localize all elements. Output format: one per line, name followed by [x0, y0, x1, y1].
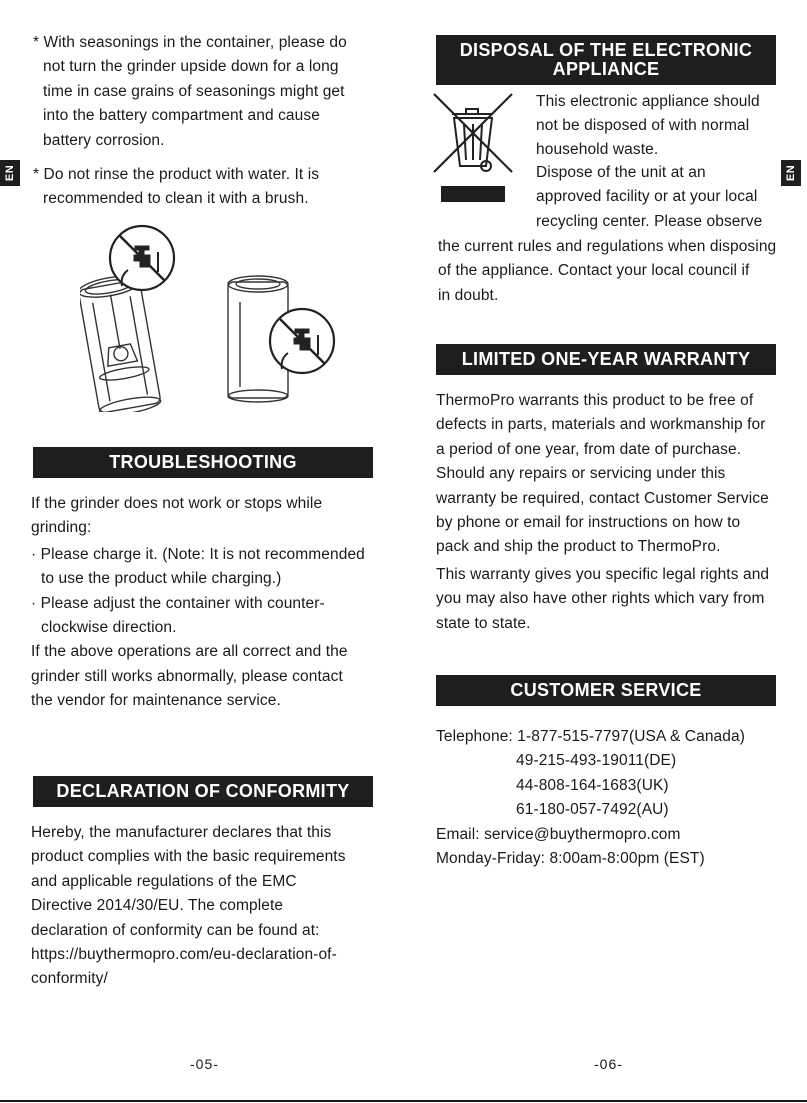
declaration-body [31, 821, 381, 992]
declaration-link[interactable]: https://buythermopro.com/eu-declaration-of- [31, 946, 337, 964]
warranty-header: LIMITED ONE-YEAR WARRANTY [436, 344, 776, 375]
text-line: warranty be required, contact Customer Service [436, 489, 769, 507]
page-number-left: -05- [190, 1056, 219, 1072]
phone-number[interactable]: 44-808-164-1683(UK) [516, 776, 669, 794]
text-line: If the above operations are all correct and the [31, 643, 348, 661]
disposal-text-right [536, 90, 776, 234]
phone-line [436, 725, 786, 749]
text-line: of the appliance. Contact your local council if [438, 262, 750, 280]
text-line: grinder still works abnormally, please contact [31, 667, 343, 685]
warning-seasonings [33, 31, 383, 153]
warning-line: into the battery compartment and cause [43, 107, 320, 125]
text-line: Directive 2014/30/EU. The complete [31, 897, 284, 915]
text-line: product complies with the basic requirements [31, 848, 346, 866]
text-line: · Please charge it. (Note: It is not recommended [31, 545, 365, 563]
text-line: If the grinder does not work or stops while [31, 495, 323, 512]
warning-line: battery corrosion. [43, 131, 165, 149]
hours-line: Monday-Friday: 8:00am-8:00pm (EST) [436, 850, 705, 868]
text-line: recycling center. Please observe [536, 212, 763, 230]
customer-service-body [436, 725, 786, 871]
warning-line: time in case grains of seasonings might get [43, 82, 345, 100]
email-line[interactable]: Email: service@buythermopro.com [436, 825, 681, 843]
text-line: to use the product while charging.) [41, 570, 282, 588]
text-line: clockwise direction. [41, 619, 177, 637]
text-line: you may also have other rights which vary from [436, 590, 765, 608]
language-tab-left: EN [0, 160, 20, 186]
troubleshooting-body [31, 492, 381, 714]
phone-number[interactable]: 49-215-493-19011(DE) [516, 752, 677, 770]
text-line: in doubt. [438, 286, 499, 304]
warranty-body [436, 389, 786, 636]
troubleshooting-header: TROUBLESHOOTING [33, 447, 373, 478]
text-line: grinding: [31, 519, 92, 537]
text-line: by phone or email for instructions on how to [436, 514, 741, 532]
text-line: and applicable regulations of the EMC [31, 872, 297, 890]
warning-line: * With seasonings in the container, please do [33, 34, 347, 51]
text-line: · Please adjust the container with counter- [31, 594, 325, 612]
text-line: Dispose of the unit at an [536, 163, 706, 181]
declaration-header: DECLARATION OF CONFORMITY [33, 776, 373, 807]
warning-line: recommended to clean it with a brush. [43, 190, 309, 208]
language-tab-right: EN [781, 160, 801, 186]
text-line: ThermoPro warrants this product to be free of [436, 392, 754, 409]
page-number-right: -06- [594, 1056, 623, 1072]
declaration-link[interactable]: conformity/ [31, 970, 108, 988]
disposal-text-full [438, 235, 788, 308]
grinder-no-rinse-illustration [80, 222, 350, 412]
text-line: This electronic appliance should [536, 93, 760, 110]
warning-line: * Do not rinse the product with water. It is [33, 166, 320, 183]
warning-rinse [33, 163, 383, 212]
text-line: This warranty gives you specific legal rights and [436, 565, 770, 583]
text-line: state to state. [436, 614, 531, 632]
text-line: declaration of conformity can be found at: [31, 921, 320, 939]
warning-line: not turn the grinder upside down for a long [43, 58, 339, 76]
text-line: a period of one year, from date of purchase. [436, 440, 742, 458]
text-line: pack and ship the product to ThermoPro. [436, 538, 721, 556]
text-line: Hereby, the manufacturer declares that this [31, 824, 332, 841]
disposal-header: DISPOSAL OF THE ELECTRONIC APPLIANCE [436, 35, 776, 85]
text-line: Should any repairs or servicing under this [436, 465, 726, 483]
text-line: the vendor for maintenance service. [31, 692, 281, 710]
phone-label: Telephone: [436, 728, 513, 745]
text-line: not be disposed of with normal [536, 117, 750, 135]
phone-number[interactable]: 1-877-515-7797(USA & Canada) [517, 728, 745, 745]
text-line: defects in parts, materials and workmanship for [436, 416, 766, 434]
text-line: the current rules and regulations when disposing [438, 238, 777, 255]
text-line: approved facility or at your local [536, 188, 758, 206]
text-line: household waste. [536, 140, 659, 158]
crossed-out-wheelie-bin-icon [432, 92, 514, 204]
phone-number[interactable]: 61-180-057-7492(AU) [516, 801, 669, 819]
page-bottom-rule [0, 1100, 807, 1102]
customer-service-header: CUSTOMER SERVICE [436, 675, 776, 706]
